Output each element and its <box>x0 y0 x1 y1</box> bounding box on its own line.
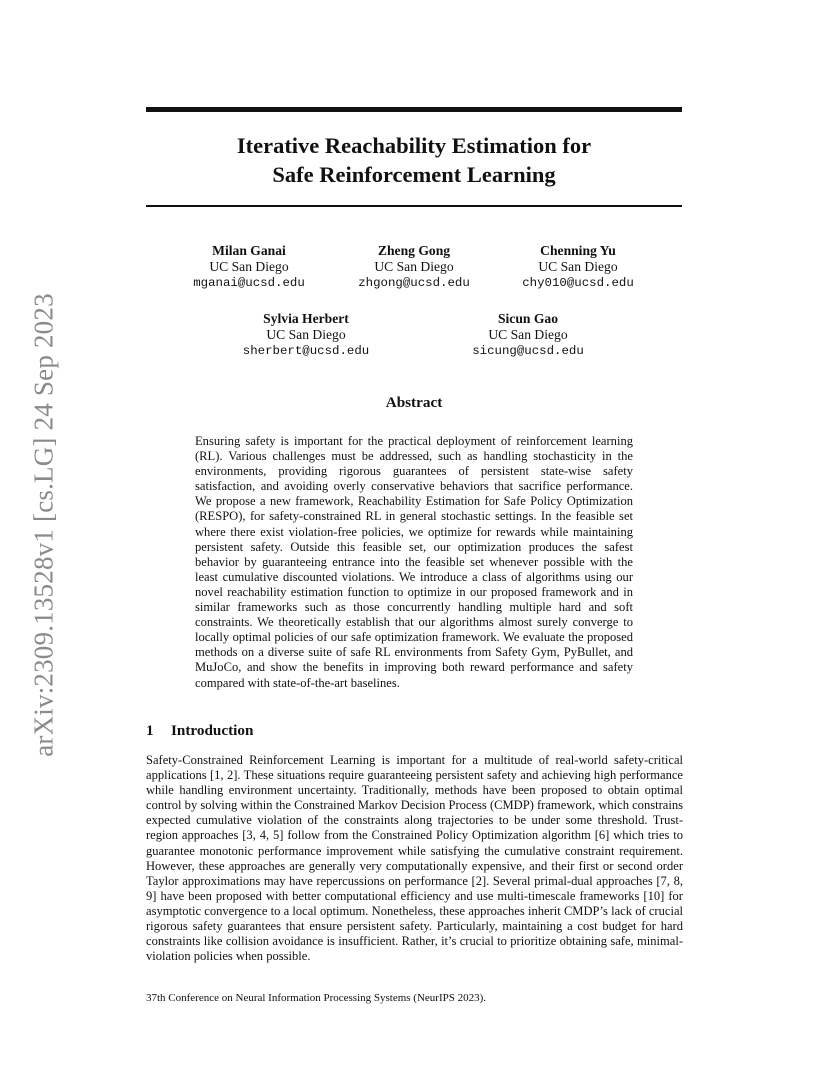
section-number: 1 <box>146 722 154 739</box>
author-name: Sylvia Herbert <box>263 311 349 326</box>
conference-footnote: 37th Conference on Neural Information Processing Systems (NeurIPS 2023). <box>146 992 487 1004</box>
title-rule-top <box>146 107 682 112</box>
author-name: Milan Ganai <box>212 243 286 258</box>
author-email: mganai@ucsd.edu <box>193 276 305 290</box>
author-affiliation: UC San Diego <box>374 259 454 274</box>
author-email: chy010@ucsd.edu <box>522 276 634 290</box>
author-affiliation: UC San Diego <box>209 259 289 274</box>
introduction-text: Safety-Constrained Reinforcement Learning is important for a multitude of real-world safety-critical applications [1, 2]. These situations require guaranteeing persistent safety and achieving high performance while handling environment uncertainty. Traditionally, methods have been proposed to obtain optimal control by solving within the Constrained Markov Decision Process (CMDP) framework, which constrains expected cumulative violation of the constraints along trajectories to be under some threshold. Trust-region approaches [3, 4, 5] follow from the Constrained Policy Optimization algorithm [6] which tries to guarantee monotonic performance improvement while satisfying the cumulative constraint requirement. However, these approaches are generally very computationally expensive, and their first or second order Taylor approximations may have repercussions on performance [2]. Several primal-dual approaches [7, 8, 9] have been proposed with better computational efficiency and use multi-timescale frameworks [10] for asymptotic convergence to a local optimum. Nonetheless, these approaches inherit CMDP’s lack of crucial rigorous safety guarantees that ensure persistent safety. Particularly, maintaining a cost budget for hard constraints like collision avoidance is insufficient. Rather, it’s crucial to prioritize obtaining safe, minimal-violation policies when possible. <box>146 753 683 964</box>
title-line-1: Iterative Reachability Estimation for <box>236 133 592 158</box>
author-affiliation: UC San Diego <box>266 327 346 342</box>
author-name: Zheng Gong <box>377 243 451 258</box>
section-title: Introduction <box>171 722 254 739</box>
author-block <box>206 311 406 359</box>
author-block <box>478 243 678 291</box>
author-email: sherbert@ucsd.edu <box>242 344 370 358</box>
author-email: sicung@ucsd.edu <box>472 344 584 358</box>
author-name: Sicun Gao <box>497 311 559 326</box>
abstract-heading: Abstract <box>385 394 443 411</box>
paper-title <box>146 131 682 189</box>
author-affiliation: UC San Diego <box>538 259 618 274</box>
title-rule-bottom <box>146 205 682 207</box>
author-block <box>428 311 628 359</box>
author-name: Chenning Yu <box>540 243 616 258</box>
title-line-2: Safe Reinforcement Learning <box>272 162 556 187</box>
author-email: zhgong@ucsd.edu <box>358 276 470 290</box>
arxiv-identifier: arXiv:2309.13528v1 [cs.LG] 24 Sep 2023 <box>28 293 59 757</box>
author-affiliation: UC San Diego <box>488 327 568 342</box>
abstract-text: Ensuring safety is important for the practical deployment of reinforcement learning (RL). Various challenges must be addressed, such as handling stochasticity in the environments, providing rigorous guarantees of persistent state-wise safety satisfaction, and avoiding overly conservative behaviors that sacrifice performance. We propose a new framework, Reachability Estimation for Safe Policy Optimization (RESPO), for safety-constrained RL in general stochastic settings. In the feasible set where there exist violation-free policies, we optimize for rewards while maintaining persistent safety. Outside this feasible set, our optimization produces the safest behavior by guaranteeing entrance into the feasible set whenever possible with the least cumulative discounted violations. We introduce a class of algorithms using our novel reachability estimation function to optimize in our proposed framework and in similar frameworks such as those concurrently handling multiple hard and soft constraints. We theoretically establish that our algorithms almost surely converge to locally optimal policies of our safe optimization framework. We evaluate the proposed methods on a diverse suite of safe RL environments from Safety Gym, PyBullet, and MuJoCo, and show the benefits in improving both reward performance and safety compared with state-of-the-art baselines. <box>195 434 633 690</box>
section-heading <box>146 722 253 740</box>
